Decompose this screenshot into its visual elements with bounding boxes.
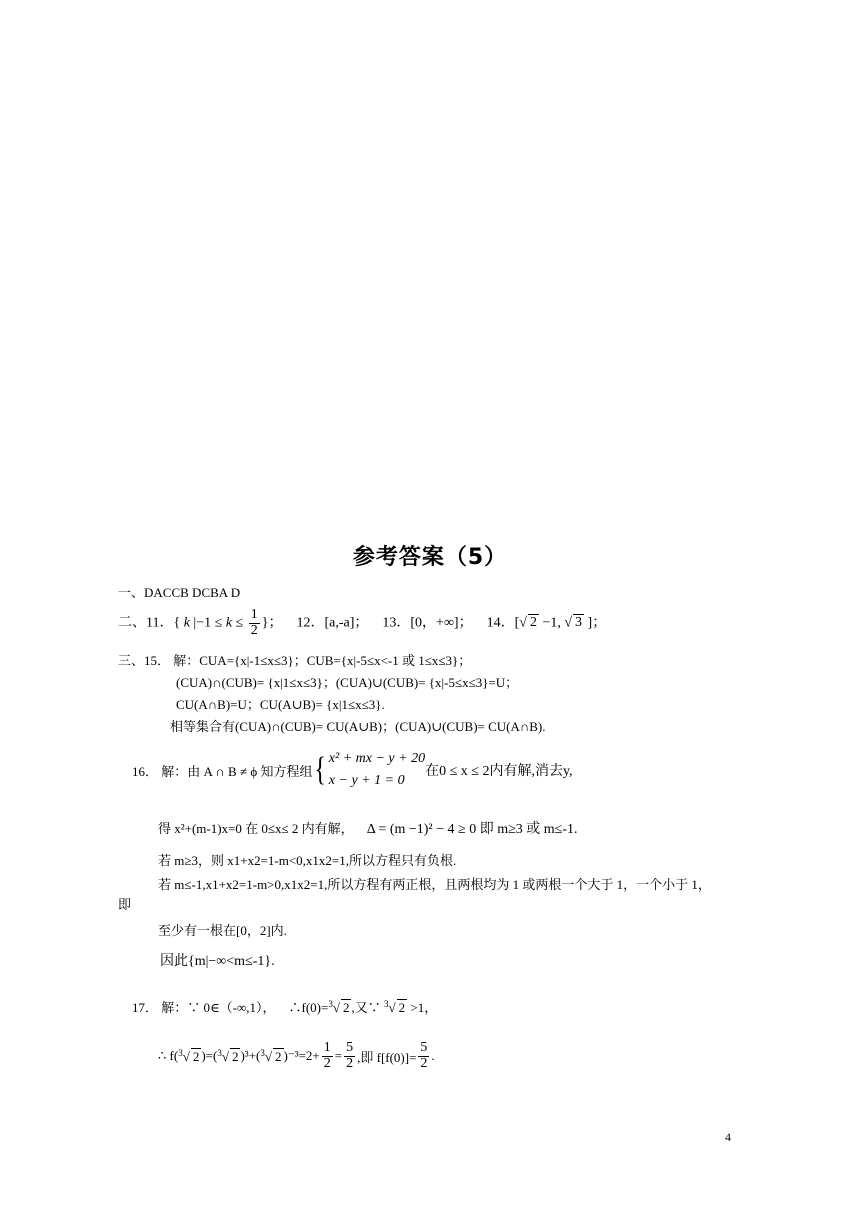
q17-frac3-den: 2 [420,1055,428,1071]
cube-root-icon: $^3$√ [217,1047,229,1064]
q17-frac2-num: 5 [346,1039,354,1055]
q16-sys1: x² + mx − y + 20 [328,751,426,766]
q11-var-k2: k [225,615,233,631]
q17-frac2-den: 2 [346,1055,354,1071]
q15-line3: CU(A∩B)=U；CU(A∪B)= {x|1≤x≤3}. [176,697,385,712]
q16-sys2: x − y + 1 = 0 [328,773,405,788]
sqrt-icon: √ [519,615,527,631]
q17-line2 [158,1038,435,1074]
q17-frac1-num: 1 [323,1039,331,1055]
q11-fraction [249,608,260,638]
q16-after: 在0 ≤ x ≤ 2内有解,消去y, [425,764,573,779]
sqrt-icon: √ [564,615,573,631]
q11-prefix: 二、11．{ [118,615,181,631]
q17-line2d: 2 [231,1048,239,1064]
part1-answers: DACCB DCBA D [144,585,241,600]
q16-intro: 16． 解：由 A ∩ B ≠ ϕ 知方程组 [132,763,313,779]
q17-line1 [132,997,437,1016]
q17-eq: = [334,1048,343,1063]
q16-line2b: Δ = (m −1)² − 4 ≥ 0 即 m≥3 或 m≤-1. [366,822,578,837]
left-brace-icon: { [314,751,327,788]
q16-line2 [158,818,578,838]
q17-line2h: ,即 f[f(0)]= [357,1049,417,1065]
q17-line2a: ∴ f( [158,1048,179,1063]
cube-root-icon: $^3$√ [260,1047,272,1064]
q14-b: 2 [529,615,537,631]
part1-prefix: 一、 [118,585,145,600]
q12-answer: 12．[a,-a]； [296,615,369,631]
q17-frac1-den: 2 [323,1055,331,1071]
q17-line1a: 17． 解：∵ 0∈（-∞,1）， [132,1000,276,1015]
cube-root-icon: $^3$√ [178,1047,190,1064]
q16-line5: 即 [118,897,132,912]
q17-line2c: )=( [201,1048,218,1063]
q15-line4: 相等集合有(CUA)∩(CUB)= CU(A∪B)；(CUA)∪(CUB)= CU(A∩B). [170,719,546,734]
q17-line2f: 2 [275,1048,282,1064]
q17-line2i: . [431,1048,435,1063]
q16-line6: 至少有一根在[0，2]内. [158,923,287,938]
q17-line1e: 2 [398,1000,406,1015]
q11-end: }； [261,615,283,631]
q17-fraction-1 [322,1041,333,1071]
q14-d: 3 [575,615,583,631]
q17-line2e: )³+( [240,1048,261,1063]
page-title: 参考答案（5） [352,545,508,570]
q13-answer: 13．[0，+∞]； [382,615,473,631]
q17-line1f: >1， [407,1000,438,1015]
q17-line2b: 2 [192,1048,200,1064]
q11-var-k: k [183,615,190,631]
q11-mid: −1 ≤ [196,615,226,631]
part2-line: 二、11．{ k |−1 ≤ k ≤ $\frac{1}{2}$ }； 12．[a,-a]； 13．[0，+∞]； 14．[√ 2 −1, √ 3 ]； [118,607,607,638]
q15-line1: 三、15． 解：CUA={x|-1≤x≤3}；CUB={x|-5≤x<-1 或 1≤x≤3}； [118,653,472,668]
q14-a: 14．[ [486,615,520,631]
q11-bar: | [193,615,197,631]
q17-line2g: )⁻³=2+ [283,1048,320,1063]
q17-fraction-3 [418,1041,429,1071]
q11-frac-den: 2 [250,622,258,638]
q17-line1b: ∴f(0)= [288,1000,329,1015]
page-number: 4 [725,1130,731,1144]
q11-frac-num: 1 [250,607,258,622]
cube-root-icon: $^3$√ [328,999,340,1015]
q16-line7: 因此{m|−∞<m≤-1}. [160,954,275,969]
cube-root-icon: $^3$√ [383,999,396,1015]
q14-c: −1, [538,615,565,631]
part1-line [118,582,240,601]
q16-system [329,748,425,792]
q14-e: ]； [584,615,607,631]
q15-line2: (CUA)∩(CUB)= {x|1≤x≤3}；(CUA)∪(CUB)= {x|-5≤x≤3}=U； [176,675,519,690]
q16-line4: 若 m≤-1,x1+x2=1-m>0,x1x2=1,所以方程有两正根，且两根均为 1 或两根一个大于 1，一个小于 1， [158,877,711,892]
q16-line2a: 得 x²+(m-1)x=0 在 0≤x≤ 2 内有解， [158,821,354,836]
q16-line1 [132,746,573,794]
q17-frac3-num: 5 [420,1039,428,1055]
q17-line1d: ,又∵ [351,1000,384,1015]
q16-line3: 若 m≥3，则 x1+x2=1-m<0,x1x2=1,所以方程只有负根. [158,853,457,868]
q17-fraction-2 [344,1041,355,1071]
q17-line1c: 2 [342,1000,350,1015]
